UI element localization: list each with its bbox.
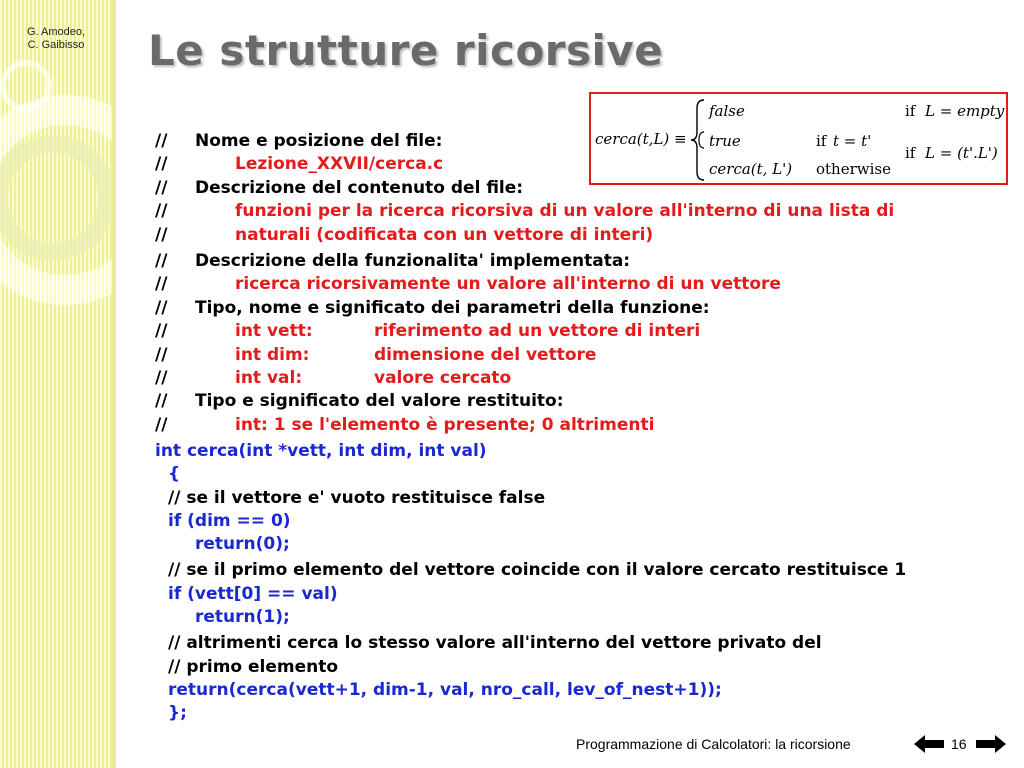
- formula-case1-if: if: [905, 102, 916, 120]
- comment-text: ricerca ricorsivamente un valore all'interno di un vettore: [235, 274, 781, 295]
- comment-line: [155, 225, 995, 248]
- comment-marker: //: [155, 321, 168, 342]
- comment-line: [155, 391, 995, 414]
- code-line: return(0);: [195, 534, 290, 555]
- code-line: if (dim == 0): [168, 510, 291, 531]
- comment-text: naturali (codificata con un vettore di interi): [235, 224, 654, 245]
- code-line: if (vett[0] == val): [168, 583, 338, 604]
- comment-text: Lezione_XXVII/cerca.c: [235, 154, 444, 175]
- comment-text: Nome e posizione del file:: [195, 131, 443, 151]
- comment-line: [155, 345, 995, 368]
- comment-marker: //: [155, 274, 168, 295]
- comment-line: [155, 154, 995, 177]
- formula-case1-cond: L = empty: [925, 102, 1005, 120]
- comment-marker: //: [155, 154, 168, 175]
- comment-text: Tipo e significato del valore restituito:: [195, 391, 564, 412]
- formula-case2-value: true: [709, 132, 741, 150]
- page-number: 16: [951, 736, 967, 752]
- param-name: int val:: [235, 367, 303, 388]
- comment-marker: //: [155, 414, 168, 435]
- param-name: int dim:: [235, 344, 310, 365]
- param-description: valore cercato: [374, 367, 512, 388]
- code-line-signature: int cerca(int *vett, int dim, int val): [155, 441, 487, 461]
- comment-line: [155, 298, 995, 321]
- arrow-left-icon[interactable]: [914, 735, 944, 753]
- header-comments: [155, 131, 995, 438]
- formula-case2-if: if: [816, 132, 827, 150]
- footer-course-title: Programmazione di Calcolatori: la ricorsione: [576, 736, 851, 752]
- comment-marker: //: [155, 297, 168, 318]
- comment-text: int: 1 se l'elemento è presente; 0 altrimenti: [235, 414, 655, 435]
- comment-marker: //: [155, 224, 168, 245]
- authors: [4, 26, 108, 52]
- comment-line: [155, 131, 995, 154]
- comment-text: funzioni per la ricerca ricorsiva di un valore all'interno di una lista di: [235, 201, 895, 222]
- arrow-right-icon[interactable]: [976, 735, 1006, 753]
- comment-marker: //: [155, 201, 168, 222]
- authors-line-2: C. Gaibisso: [27, 39, 85, 51]
- comment-line: [155, 251, 995, 274]
- slide-title: Le strutture ricorsive: [148, 26, 664, 75]
- code-line-open-brace: {: [168, 464, 181, 485]
- comment-text: Tipo, nome e significato dei parametri della funzione:: [195, 297, 710, 318]
- comment-marker: //: [155, 367, 168, 388]
- comment-marker: //: [155, 177, 168, 198]
- formula-case23-cond: L = (t'.L'): [925, 144, 998, 162]
- decorative-ring: [0, 135, 112, 261]
- sidebar-edge: [112, 0, 116, 768]
- code-line-comment: // altrimenti cerca lo stesso valore all'interno del vettore privato del: [168, 633, 822, 654]
- comment-marker: //: [155, 131, 168, 151]
- formula-case2-cond: t = t': [833, 132, 872, 150]
- comment-line: [155, 415, 995, 438]
- code-line-comment: // se il vettore e' vuoto restituisce false: [168, 487, 546, 508]
- comment-text: Descrizione della funzionalita' implementata:: [195, 250, 631, 271]
- decorative-ring: [0, 60, 52, 112]
- comment-line: [155, 178, 995, 201]
- comment-line: [155, 368, 995, 391]
- code-line: return(1);: [195, 607, 290, 628]
- formula-lhs: cerca(t,L) ≡: [595, 130, 687, 148]
- formula-case1-value: false: [709, 102, 745, 120]
- comment-line: [155, 274, 995, 297]
- comment-marker: //: [155, 344, 168, 365]
- param-name: int vett:: [235, 321, 313, 342]
- comment-line: [155, 201, 995, 224]
- code-block: [155, 441, 1005, 727]
- comment-marker: //: [155, 391, 168, 412]
- code-line: return(cerca(vett+1, dim-1, val, nro_call, lev_of_nest+1));: [168, 679, 722, 700]
- formula-case23-if: if: [905, 144, 916, 162]
- sidebar-decoration: [0, 0, 112, 768]
- comment-line: [155, 321, 995, 344]
- code-line-comment: // primo elemento: [168, 656, 339, 677]
- formula-case3-otherwise: otherwise: [816, 160, 891, 178]
- comment-text: Descrizione del contenuto del file:: [195, 177, 524, 198]
- code-line-comment: // se il primo elemento del vettore coincide con il valore cercato restituisce 1: [168, 560, 907, 581]
- param-description: dimensione del vettore: [374, 344, 597, 365]
- comment-marker: //: [155, 250, 168, 271]
- param-description: riferimento ad un vettore di interi: [374, 321, 701, 342]
- authors-line-1: G. Amodeo,: [26, 26, 86, 38]
- formula-case3-value: cerca(t, L'): [709, 160, 793, 178]
- code-line-close-brace: };: [168, 703, 187, 724]
